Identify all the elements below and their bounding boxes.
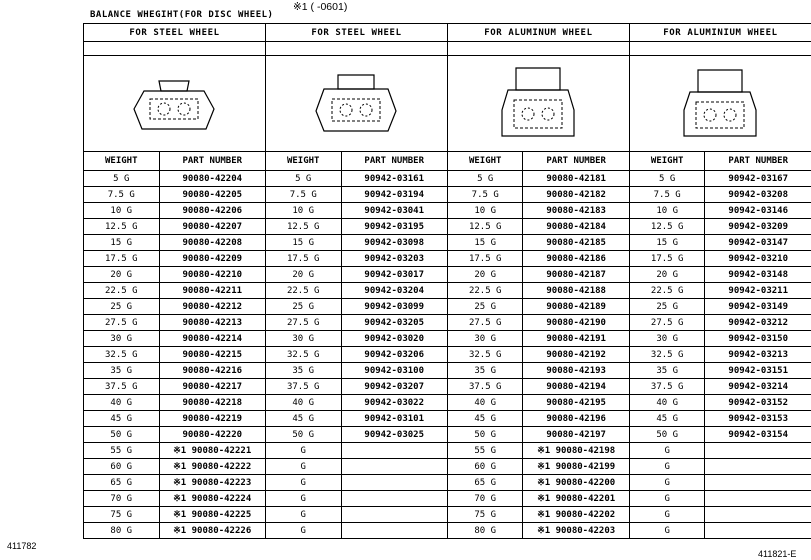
weight-cell: 37.5 G xyxy=(447,379,523,395)
figure-number-right: 411821-E xyxy=(758,549,797,559)
part-number-cell: 90942-03211 xyxy=(705,283,811,299)
part-number-cell: 90080-42213 xyxy=(159,315,265,331)
part-number-cell: 90080-42191 xyxy=(523,331,629,347)
part-number-cell: 90080-42192 xyxy=(523,347,629,363)
aluminum-weight-diagram-1 xyxy=(447,56,629,152)
part-number-cell xyxy=(705,459,811,475)
table-row xyxy=(84,315,811,331)
part-number-cell: 90942-03213 xyxy=(705,347,811,363)
part-number-cell: 90080-42215 xyxy=(159,347,265,363)
blank-cell xyxy=(265,42,447,56)
weight-cell: 12.5 G xyxy=(629,219,705,235)
part-number-cell: 90080-42206 xyxy=(159,203,265,219)
part-number-cell: 90942-03209 xyxy=(705,219,811,235)
weight-cell: 75 G xyxy=(84,507,160,523)
table-row xyxy=(84,459,811,475)
weight-cell: G xyxy=(265,507,341,523)
part-number-cell: 90080-42205 xyxy=(159,187,265,203)
footnote-marker: ※1 ( -0601) xyxy=(293,1,348,13)
part-number-cell: 90942-03020 xyxy=(341,331,447,347)
weight-cell: G xyxy=(629,459,705,475)
part-number-cell: ※1 90080-42198 xyxy=(523,443,629,459)
weight-cell: G xyxy=(629,523,705,539)
part-number-cell: 90080-42217 xyxy=(159,379,265,395)
part-number-cell xyxy=(341,523,447,539)
weight-cell: 32.5 G xyxy=(265,347,341,363)
weight-cell: 10 G xyxy=(265,203,341,219)
part-number-cell: 90942-03152 xyxy=(705,395,811,411)
header-steel-wheel-1: FOR STEEL WHEEL xyxy=(84,24,266,42)
weight-cell: 30 G xyxy=(629,331,705,347)
table-row xyxy=(84,299,811,315)
weight-cell: 10 G xyxy=(84,203,160,219)
part-number-cell: 90942-03041 xyxy=(341,203,447,219)
weight-cell: 17.5 G xyxy=(629,251,705,267)
weight-cell: 70 G xyxy=(84,491,160,507)
weight-cell: 17.5 G xyxy=(84,251,160,267)
part-number-cell: 90080-42214 xyxy=(159,331,265,347)
part-number-cell: 90942-03208 xyxy=(705,187,811,203)
part-number-cell: ※1 90080-42221 xyxy=(159,443,265,459)
part-number-cell: 90942-03205 xyxy=(341,315,447,331)
part-number-cell: 90942-03148 xyxy=(705,267,811,283)
weight-cell: 17.5 G xyxy=(447,251,523,267)
part-number-cell: 90080-42186 xyxy=(523,251,629,267)
part-number-cell xyxy=(705,507,811,523)
weight-cell: 60 G xyxy=(447,459,523,475)
part-number-cell: 90080-42189 xyxy=(523,299,629,315)
weight-cell: 55 G xyxy=(84,443,160,459)
table-row xyxy=(84,251,811,267)
part-number-cell xyxy=(341,443,447,459)
weight-cell: 27.5 G xyxy=(265,315,341,331)
part-number-cell: 90942-03153 xyxy=(705,411,811,427)
weight-cell: 15 G xyxy=(265,235,341,251)
weight-cell: 50 G xyxy=(265,427,341,443)
part-number-cell: 90080-42211 xyxy=(159,283,265,299)
part-number-cell: ※1 90080-42200 xyxy=(523,475,629,491)
part-number-cell: 90942-03161 xyxy=(341,171,447,187)
part-number-cell: ※1 90080-42223 xyxy=(159,475,265,491)
part-number-cell: 90080-42216 xyxy=(159,363,265,379)
part-number-cell xyxy=(705,443,811,459)
table-row xyxy=(84,331,811,347)
weight-cell: 5 G xyxy=(447,171,523,187)
weight-cell: 22.5 G xyxy=(84,283,160,299)
column-header-weight: WEIGHT xyxy=(629,152,705,171)
weight-cell: 27.5 G xyxy=(629,315,705,331)
part-number-cell: 90080-42193 xyxy=(523,363,629,379)
table-row xyxy=(84,363,811,379)
part-number-cell: 90942-03154 xyxy=(705,427,811,443)
aluminum-weight-diagram-2 xyxy=(629,56,811,152)
weight-cell: 45 G xyxy=(447,411,523,427)
weight-cell: 17.5 G xyxy=(265,251,341,267)
part-number-cell: 90942-03147 xyxy=(705,235,811,251)
column-header-weight: WEIGHT xyxy=(84,152,160,171)
part-number-cell: 90942-03149 xyxy=(705,299,811,315)
balance-weight-table xyxy=(83,23,811,539)
part-number-cell: 90942-03017 xyxy=(341,267,447,283)
column-header-part-number: PART NUMBER xyxy=(705,152,811,171)
table-row xyxy=(84,283,811,299)
weight-cell: G xyxy=(265,491,341,507)
weight-cell: 80 G xyxy=(447,523,523,539)
part-number-cell: 90080-42209 xyxy=(159,251,265,267)
part-number-cell: 90942-03210 xyxy=(705,251,811,267)
weight-cell: 65 G xyxy=(84,475,160,491)
column-header-part-number: PART NUMBER xyxy=(523,152,629,171)
aluminum-clip-weight-icon xyxy=(478,64,598,144)
weight-cell: 25 G xyxy=(447,299,523,315)
weight-cell: 35 G xyxy=(84,363,160,379)
steel-clip-weight-icon xyxy=(296,69,416,139)
part-number-cell: ※1 90080-42199 xyxy=(523,459,629,475)
weight-cell: 10 G xyxy=(447,203,523,219)
weight-cell: 7.5 G xyxy=(629,187,705,203)
table-row xyxy=(84,523,811,539)
part-number-cell: 90080-42218 xyxy=(159,395,265,411)
weight-cell: 5 G xyxy=(84,171,160,187)
part-number-cell: 90080-42190 xyxy=(523,315,629,331)
weight-cell: 27.5 G xyxy=(447,315,523,331)
table-row xyxy=(84,187,811,203)
weight-cell: G xyxy=(629,475,705,491)
part-number-cell: ※1 90080-42226 xyxy=(159,523,265,539)
part-number-cell: ※1 90080-42202 xyxy=(523,507,629,523)
part-number-cell: 90080-42212 xyxy=(159,299,265,315)
weight-cell: 50 G xyxy=(84,427,160,443)
weight-cell: G xyxy=(629,507,705,523)
table-row xyxy=(84,219,811,235)
weight-cell: 70 G xyxy=(447,491,523,507)
weight-cell: 7.5 G xyxy=(265,187,341,203)
weight-cell: G xyxy=(265,475,341,491)
table-row xyxy=(84,443,811,459)
weight-cell: 12.5 G xyxy=(84,219,160,235)
part-number-cell: 90080-42187 xyxy=(523,267,629,283)
weight-cell: 32.5 G xyxy=(447,347,523,363)
part-number-cell: 90942-03098 xyxy=(341,235,447,251)
weight-cell: 40 G xyxy=(447,395,523,411)
part-number-cell: 90942-03167 xyxy=(705,171,811,187)
weight-cell: 55 G xyxy=(447,443,523,459)
part-number-cell: 90080-42182 xyxy=(523,187,629,203)
weight-cell: 45 G xyxy=(265,411,341,427)
weight-cell: 15 G xyxy=(84,235,160,251)
table-row xyxy=(84,171,811,187)
part-number-cell xyxy=(705,523,811,539)
table-row xyxy=(84,379,811,395)
table-row xyxy=(84,507,811,523)
weight-cell: 30 G xyxy=(84,331,160,347)
weight-cell: 5 G xyxy=(629,171,705,187)
steel-weight-diagram-1 xyxy=(84,56,266,152)
part-number-cell: 90942-03099 xyxy=(341,299,447,315)
header-aluminum-wheel-2: FOR ALUMINIUM WHEEL xyxy=(629,24,811,42)
weight-cell: G xyxy=(629,443,705,459)
weight-cell: G xyxy=(265,443,341,459)
weight-cell: G xyxy=(265,523,341,539)
weight-cell: 7.5 G xyxy=(447,187,523,203)
table-row xyxy=(84,475,811,491)
steel-clip-weight-icon xyxy=(114,69,234,139)
part-number-cell: 90942-03212 xyxy=(705,315,811,331)
part-number-cell: 90942-03214 xyxy=(705,379,811,395)
column-header-weight: WEIGHT xyxy=(265,152,341,171)
part-number-cell: 90942-03195 xyxy=(341,219,447,235)
weight-cell: 37.5 G xyxy=(629,379,705,395)
part-number-cell: 90942-03022 xyxy=(341,395,447,411)
table-row xyxy=(84,491,811,507)
table-row xyxy=(84,235,811,251)
weight-cell: 50 G xyxy=(447,427,523,443)
weight-cell: 40 G xyxy=(84,395,160,411)
part-number-cell: 90080-42220 xyxy=(159,427,265,443)
table-row xyxy=(84,203,811,219)
part-number-cell: 90080-42194 xyxy=(523,379,629,395)
weight-cell: 22.5 G xyxy=(629,283,705,299)
table-row xyxy=(84,267,811,283)
weight-cell: 40 G xyxy=(265,395,341,411)
weight-cell: 20 G xyxy=(629,267,705,283)
blank-cell xyxy=(84,42,266,56)
part-number-cell: ※1 90080-42222 xyxy=(159,459,265,475)
part-number-cell: ※1 90080-42225 xyxy=(159,507,265,523)
weight-cell: G xyxy=(629,491,705,507)
weight-cell: 10 G xyxy=(629,203,705,219)
part-number-cell: 90080-42188 xyxy=(523,283,629,299)
part-number-cell xyxy=(341,475,447,491)
part-number-cell: 90942-03101 xyxy=(341,411,447,427)
part-number-cell: 90080-42210 xyxy=(159,267,265,283)
part-number-cell: 90942-03206 xyxy=(341,347,447,363)
part-number-cell: 90080-42197 xyxy=(523,427,629,443)
part-number-cell: 90942-03194 xyxy=(341,187,447,203)
blank-cell xyxy=(629,42,811,56)
part-number-cell: 90942-03150 xyxy=(705,331,811,347)
weight-cell: 12.5 G xyxy=(265,219,341,235)
weight-cell: 65 G xyxy=(447,475,523,491)
part-number-cell: 90080-42185 xyxy=(523,235,629,251)
weight-cell: 7.5 G xyxy=(84,187,160,203)
weight-cell: 20 G xyxy=(265,267,341,283)
part-number-cell: 90942-03025 xyxy=(341,427,447,443)
part-number-cell: 90080-42196 xyxy=(523,411,629,427)
column-header-part-number: PART NUMBER xyxy=(341,152,447,171)
weight-cell: 30 G xyxy=(265,331,341,347)
part-number-cell xyxy=(705,475,811,491)
weight-cell: 75 G xyxy=(447,507,523,523)
part-number-cell xyxy=(341,507,447,523)
weight-cell: 30 G xyxy=(447,331,523,347)
part-number-cell: 90942-03207 xyxy=(341,379,447,395)
steel-weight-diagram-2 xyxy=(265,56,447,152)
table-row xyxy=(84,347,811,363)
weight-cell: 32.5 G xyxy=(629,347,705,363)
weight-cell: 45 G xyxy=(629,411,705,427)
weight-cell: 45 G xyxy=(84,411,160,427)
part-number-cell: 90080-42208 xyxy=(159,235,265,251)
weight-cell: 15 G xyxy=(629,235,705,251)
weight-cell: 25 G xyxy=(265,299,341,315)
page-title: BALANCE WHEGIHT(FOR DISC WHEEL) xyxy=(90,10,274,20)
weight-cell: 20 G xyxy=(84,267,160,283)
weight-cell: 22.5 G xyxy=(265,283,341,299)
column-header-weight: WEIGHT xyxy=(447,152,523,171)
blank-cell xyxy=(447,42,629,56)
part-number-cell: 90942-03146 xyxy=(705,203,811,219)
weight-cell: 32.5 G xyxy=(84,347,160,363)
part-number-cell: 90942-03204 xyxy=(341,283,447,299)
part-number-cell: 90942-03151 xyxy=(705,363,811,379)
weight-cell: 25 G xyxy=(84,299,160,315)
weight-cell: 35 G xyxy=(447,363,523,379)
weight-cell: 37.5 G xyxy=(265,379,341,395)
aluminum-clip-weight-icon xyxy=(660,64,780,144)
part-number-cell: 90080-42184 xyxy=(523,219,629,235)
weight-cell: 27.5 G xyxy=(84,315,160,331)
part-number-cell: ※1 90080-42203 xyxy=(523,523,629,539)
part-number-cell: 90942-03203 xyxy=(341,251,447,267)
part-number-cell: ※1 90080-42224 xyxy=(159,491,265,507)
part-number-cell: 90080-42207 xyxy=(159,219,265,235)
weight-cell: 50 G xyxy=(629,427,705,443)
weight-cell: 37.5 G xyxy=(84,379,160,395)
part-number-cell: 90080-42195 xyxy=(523,395,629,411)
weight-cell: 80 G xyxy=(84,523,160,539)
weight-cell: G xyxy=(265,459,341,475)
weight-cell: 35 G xyxy=(629,363,705,379)
weight-cell: 15 G xyxy=(447,235,523,251)
header-steel-wheel-2: FOR STEEL WHEEL xyxy=(265,24,447,42)
figure-number-left: 411782 xyxy=(7,541,37,551)
part-number-cell xyxy=(341,491,447,507)
header-aluminum-wheel-1: FOR ALUMINUM WHEEL xyxy=(447,24,629,42)
part-number-cell xyxy=(705,491,811,507)
weight-cell: 5 G xyxy=(265,171,341,187)
weight-cell: 35 G xyxy=(265,363,341,379)
weight-cell: 40 G xyxy=(629,395,705,411)
table-row xyxy=(84,427,811,443)
part-number-cell: 90080-42219 xyxy=(159,411,265,427)
part-number-cell: 90080-42181 xyxy=(523,171,629,187)
part-number-cell: 90942-03100 xyxy=(341,363,447,379)
part-number-cell: ※1 90080-42201 xyxy=(523,491,629,507)
weight-cell: 25 G xyxy=(629,299,705,315)
part-number-cell: 90080-42204 xyxy=(159,171,265,187)
weight-cell: 60 G xyxy=(84,459,160,475)
part-number-cell: 90080-42183 xyxy=(523,203,629,219)
weight-cell: 22.5 G xyxy=(447,283,523,299)
table-row xyxy=(84,411,811,427)
table-row xyxy=(84,395,811,411)
part-number-cell xyxy=(341,459,447,475)
weight-cell: 12.5 G xyxy=(447,219,523,235)
weight-cell: 20 G xyxy=(447,267,523,283)
column-header-part-number: PART NUMBER xyxy=(159,152,265,171)
